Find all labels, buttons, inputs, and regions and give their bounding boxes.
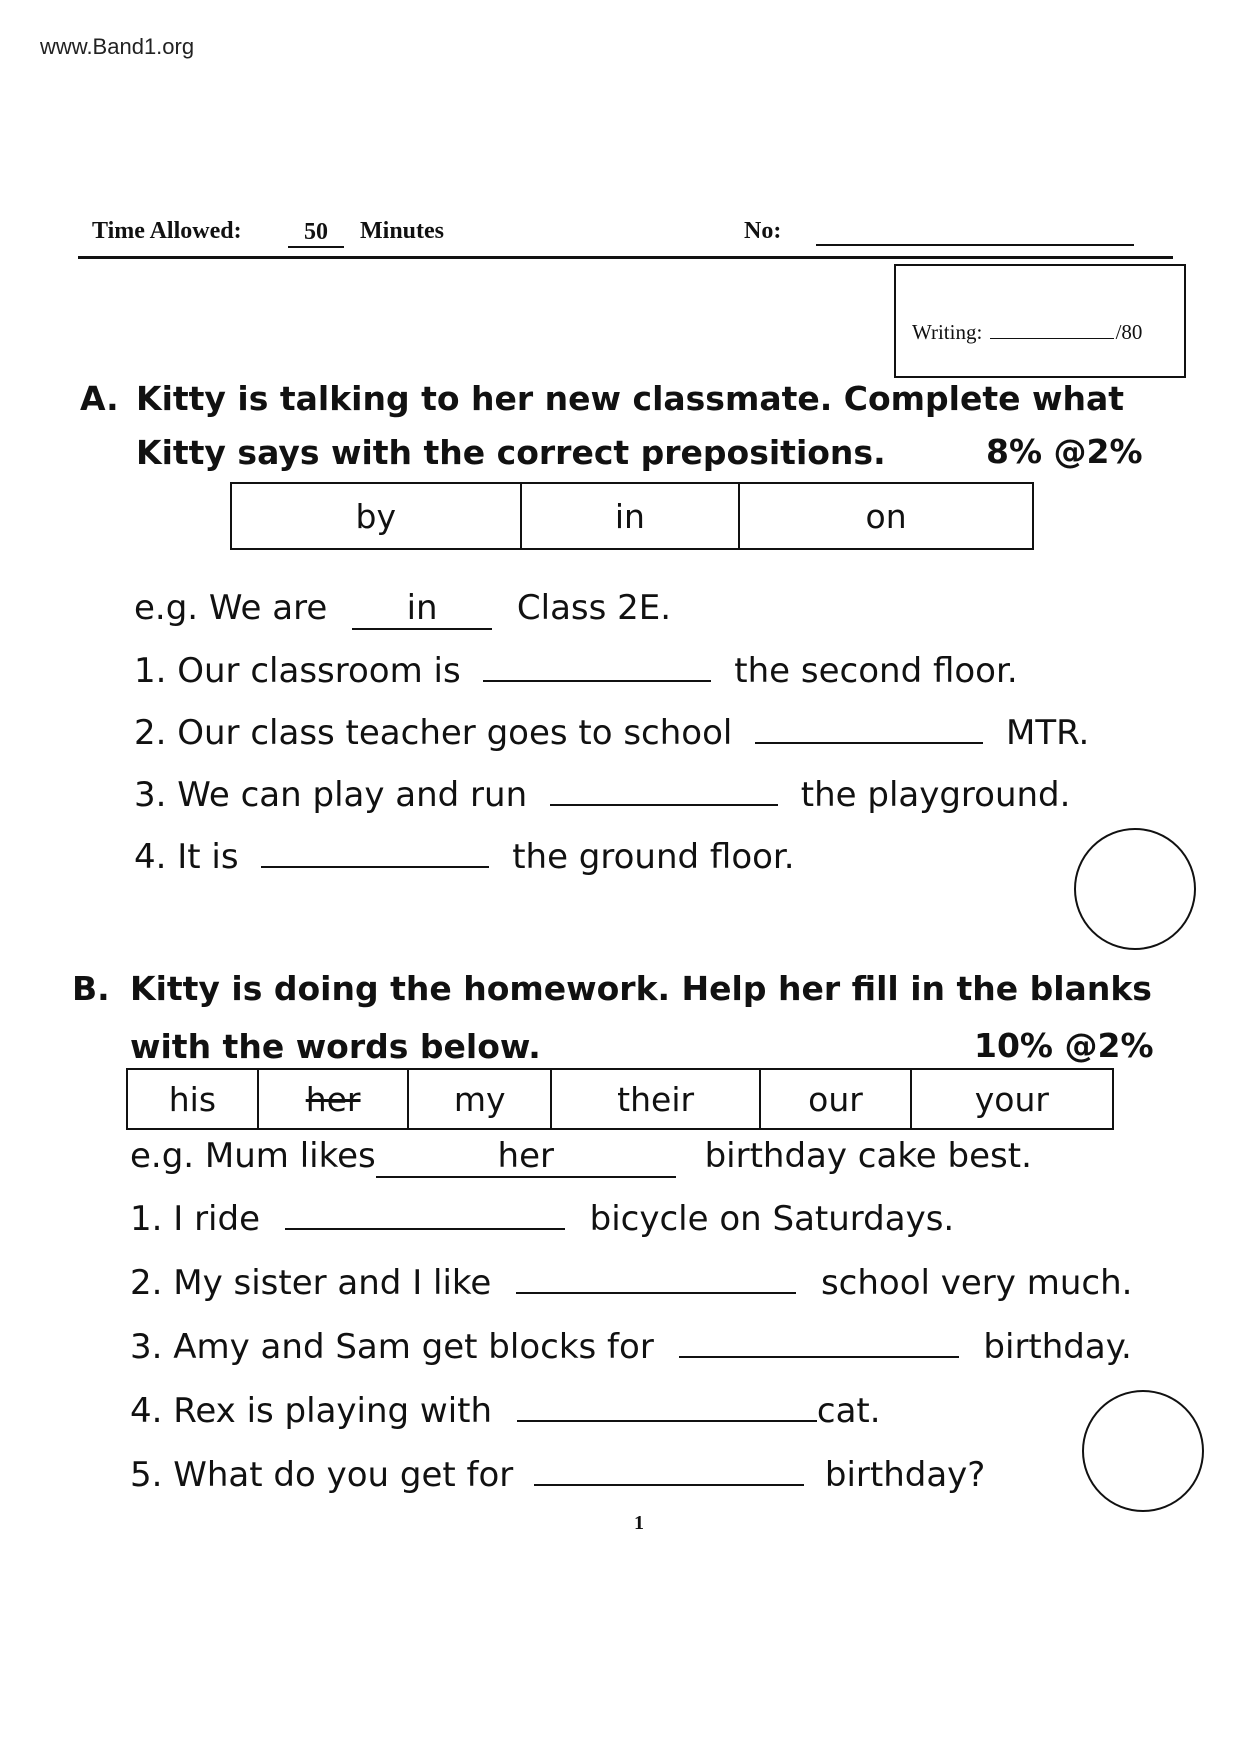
word-bank-item: my <box>408 1069 550 1129</box>
writing-score-label: Writing: <box>912 320 983 344</box>
section-b-question <box>130 1454 985 1495</box>
section-b-letter: B. <box>72 969 110 1008</box>
section-b-marks: 10% @2% <box>974 1026 1154 1065</box>
question-suffix: cat. <box>816 1391 881 1431</box>
example-suffix: Class 2E. <box>516 588 672 628</box>
question-suffix: the second floor. <box>734 651 1018 691</box>
question-prefix: 4. It is <box>134 837 239 877</box>
question-prefix: 3. We can play and run <box>134 775 528 815</box>
word-bank-item: in <box>521 483 740 549</box>
page-number: 1 <box>634 1512 644 1534</box>
answer-blank[interactable] <box>534 1454 804 1486</box>
section-b-question <box>130 1326 1132 1367</box>
question-suffix: birthday. <box>983 1327 1132 1367</box>
section-b-question <box>130 1262 1132 1303</box>
time-allowed-value: 50 <box>288 218 344 248</box>
answer-blank[interactable] <box>516 1262 796 1294</box>
example-prefix: e.g. Mum likes <box>130 1136 376 1176</box>
section-a-question <box>134 774 1070 815</box>
word-bank-item: on <box>739 483 1033 549</box>
question-prefix: 4. Rex is playing with <box>130 1391 493 1431</box>
section-a-question <box>134 650 1018 691</box>
example-answer: her <box>376 1136 676 1178</box>
section-b-question <box>130 1198 954 1239</box>
example-prefix: e.g. We are <box>134 588 328 628</box>
question-prefix: 5. What do you get for <box>130 1455 514 1495</box>
question-suffix: the ground floor. <box>512 837 795 877</box>
section-a-word-bank <box>230 482 1034 550</box>
section-a-question <box>134 836 795 877</box>
answer-blank[interactable] <box>679 1326 959 1358</box>
section-a-instruction-line1: Kitty is talking to her new classmate. Complete what <box>136 379 1125 418</box>
section-a-score-circle <box>1074 828 1196 950</box>
question-suffix: bicycle on Saturdays. <box>589 1199 955 1239</box>
question-prefix: 3. Amy and Sam get blocks for <box>130 1327 654 1367</box>
section-a-question <box>134 712 1089 753</box>
section-b-instruction-line1: Kitty is doing the homework. Help her fill in the blanks <box>130 969 1152 1008</box>
answer-blank[interactable] <box>261 836 489 868</box>
example-suffix: birthday cake best. <box>704 1136 1032 1176</box>
student-number-label: No: <box>744 218 782 244</box>
time-unit-label: Minutes <box>360 218 444 244</box>
question-suffix: school very much. <box>820 1263 1133 1303</box>
word-bank-item: their <box>551 1069 760 1129</box>
header-divider <box>78 256 1173 259</box>
question-suffix: the playground. <box>800 775 1071 815</box>
student-number-field[interactable] <box>816 244 1134 246</box>
answer-blank[interactable] <box>483 650 711 682</box>
word-bank-item: her <box>258 1069 409 1129</box>
section-b-instruction-line2: with the words below. <box>130 1027 541 1066</box>
answer-blank[interactable] <box>517 1390 817 1422</box>
writing-score-box <box>894 264 1186 378</box>
section-a-letter: A. <box>80 379 119 418</box>
question-suffix: MTR. <box>1005 713 1090 753</box>
writing-score-total: /80 <box>1115 320 1143 344</box>
question-prefix: 1. Our classroom is <box>134 651 461 691</box>
question-prefix: 2. Our class teacher goes to school <box>134 713 733 753</box>
word-bank-item: our <box>760 1069 910 1129</box>
section-a-example <box>134 588 671 630</box>
answer-blank[interactable] <box>550 774 778 806</box>
word-bank-item: your <box>911 1069 1113 1129</box>
question-prefix: 2. My sister and I like <box>130 1263 492 1303</box>
site-url: www.Band1.org <box>40 34 195 59</box>
section-a-marks: 8% @2% <box>986 432 1143 471</box>
section-b-question <box>130 1390 881 1431</box>
question-suffix: birthday? <box>824 1455 986 1495</box>
word-bank-item: his <box>127 1069 258 1129</box>
writing-score-field[interactable] <box>990 320 1114 339</box>
time-allowed-label: Time Allowed: <box>92 218 242 244</box>
example-answer: in <box>352 588 492 630</box>
question-prefix: 1. I ride <box>130 1199 261 1239</box>
section-b-example <box>130 1136 1032 1178</box>
section-b-score-circle <box>1082 1390 1204 1512</box>
answer-blank[interactable] <box>285 1198 565 1230</box>
word-bank-item: by <box>231 483 521 549</box>
section-b-word-bank <box>126 1068 1114 1130</box>
section-a-instruction-line2: Kitty says with the correct prepositions. <box>136 433 886 472</box>
answer-blank[interactable] <box>755 712 983 744</box>
